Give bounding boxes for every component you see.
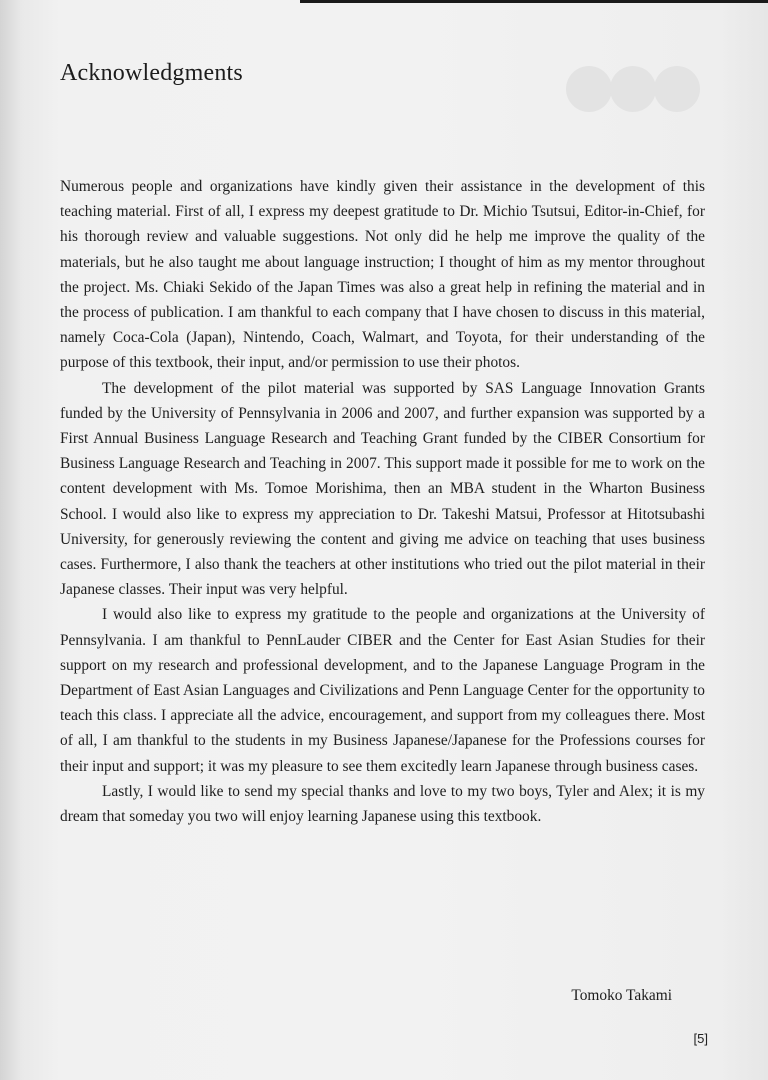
paragraph-3: I would also like to express my gratitude to the people and organizations at the University of Pennsylvania. I am thankful to PennLauder CIBER and the Center for East Asian Studies for their support on my research and professional development, and to the Japanese Language Program in the Department of East Asian Languages and Civilizations and Penn Language Center for the opportunity to teach this class. I appreciate all the advice, encouragement, and support from my colleagues there. Most of all, I am thankful to the students in my Business Japanese/Japanese for the Professions courses for their input and support; it was my pleasure to see them excitedly learn Japanese through business cases.	[60, 606, 705, 775]
page-number: [5]	[693, 1031, 708, 1046]
bleed-through-circle	[610, 66, 656, 112]
bleed-through-circle	[566, 66, 612, 112]
page-top-edge	[300, 0, 768, 3]
acknowledgments-body	[60, 174, 705, 829]
page-title: Acknowledgments	[60, 60, 243, 86]
paragraph-4: Lastly, I would like to send my special thanks and love to my two boys, Tyler and Alex; it is my dream that someday you two will enjoy learning Japanese using this textbook.	[60, 782, 705, 826]
paragraph-2: The development of the pilot material was supported by SAS Language Innovation Grants funded by the University of Pennsylvania in 2006 and 2007, and further expansion was supported by a First Annual Business Language Research and Teaching Grant funded by the CIBER Consortium for Business Language Research and Teaching in 2007. This support made it possible for me to work on the content development with Ms. Tomoe Morishima, then an MBA student in the Wharton Business School. I would also like to express my appreciation to Dr. Takeshi Matsui, Professor at Hitotsubashi University, for generously reviewing the content and giving me advice on teaching that uses business cases. Furthermore, I also thank the teachers at other institutions who tried out the pilot material in their Japanese classes. Their input was very helpful.	[60, 379, 705, 599]
paragraph-1: Numerous people and organizations have kindly given their assistance in the development of this teaching material. First of all, I express my deepest gratitude to Dr. Michio Tsutsui, Editor-in-Chief, for his thorough review and valuable suggestions. Not only did he help me improve the quality of the materials, but he also taught me about language instruction; I thought of him as my mentor throughout the project. Ms. Chiaki Sekido of the Japan Times was also a great help in refining the material and in the process of publication. I am thankful to each company that I have chosen to discuss in this material, namely Coca-Cola (Japan), Nintendo, Coach, Walmart, and Toyota, for their understanding of the purpose of this textbook, their input, and/or permission to use their photos.	[60, 178, 705, 372]
author-signature: Tomoko Takami	[571, 987, 672, 1004]
bleed-through-circle	[654, 66, 700, 112]
